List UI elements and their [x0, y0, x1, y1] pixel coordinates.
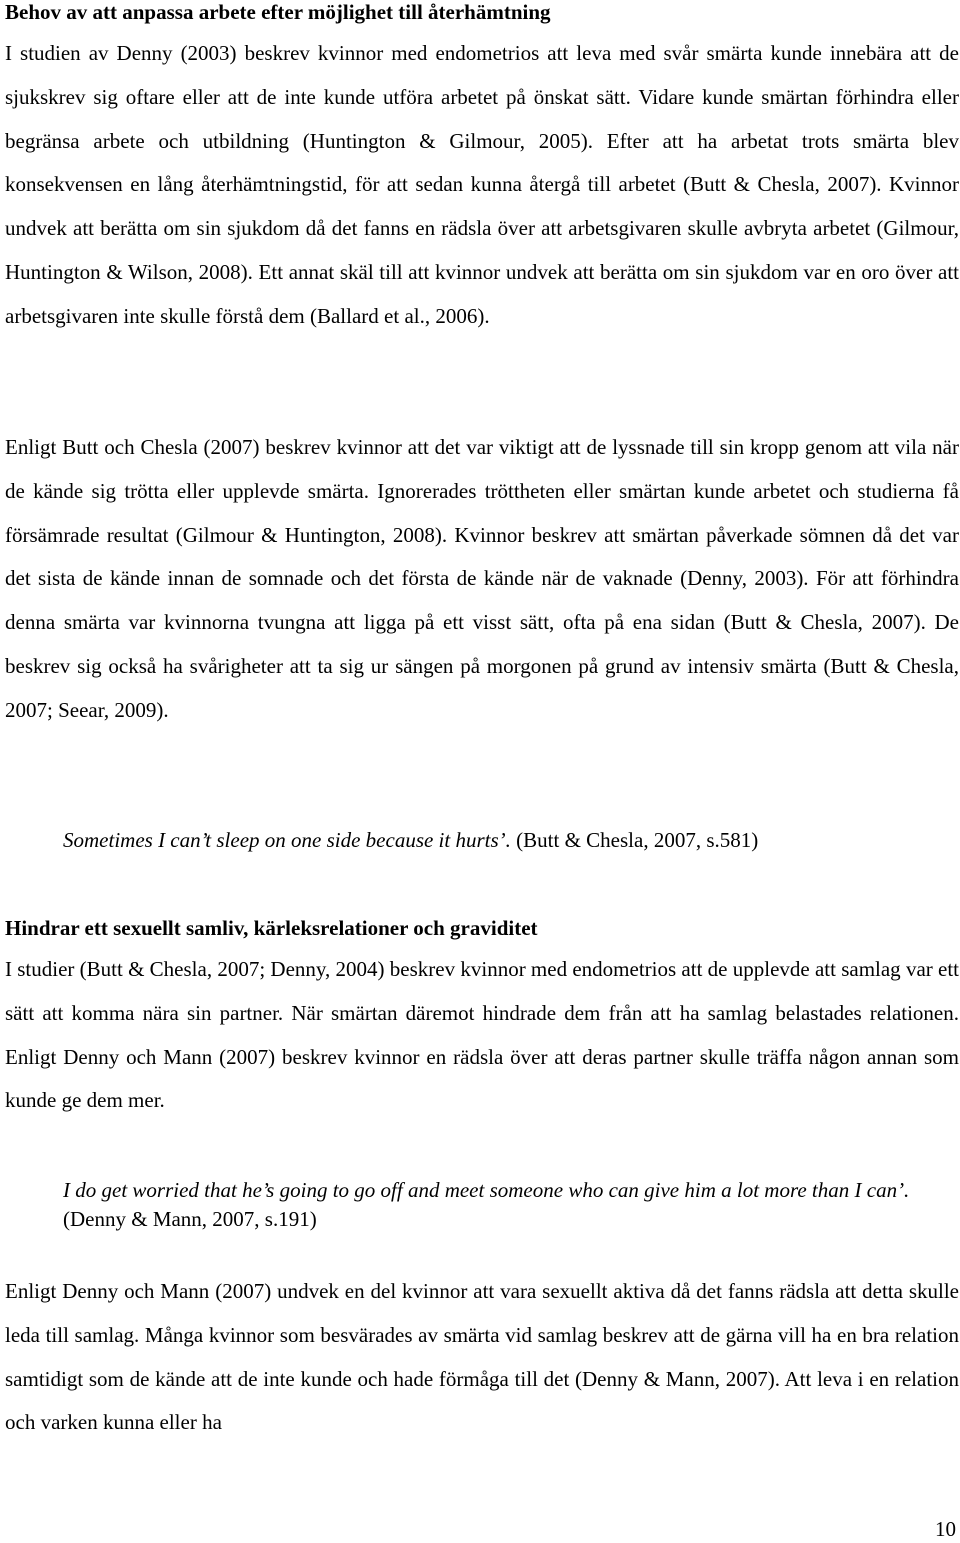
- page-number: 10: [935, 1517, 956, 1541]
- section-heading-relations: Hindrar ett sexuellt samliv, kärleksrelationer och graviditet: [5, 916, 538, 940]
- paragraph-work-recovery: I studien av Denny (2003) beskrev kvinnor med endometrios att leva med svår smärta kunde innebära att de sjukskrev sig oftare eller att de inte kunde utföra arbetet på önskat sätt. Vidare kunde smärtan förhindra eller begränsa arbete och utbildning (Huntington & Gilmour, 2005). Efter att ha arbetat trots smärta blev konsekvensen en lång återhämtningstid, för att sedan kunna återgå till arbetet (Butt & Chesla, 2007). Kvinnor undvek att berätta om sin sjukdom då det fanns en rädsla över att arbetsgivaren skulle avbryta arbetet (Gilmour, Huntington & Wilson, 2008). Ett annat skäl till att kvinnor undvek att berätta om sin sjukdom var en oro över att arbetsgivaren inte skulle förstå dem (Ballard et al., 2006).: [5, 41, 959, 328]
- paragraph-sexual-activity: Enligt Denny och Mann (2007) undvek en del kvinnor att vara sexuellt aktiva då det fanns rädsla att detta skulle leda till samlag. Många kvinnor som besvärades av smärta vid samlag beskrev att de gärna vill ha en bra relation samtidigt som de kände att de inte kunde och hade förmåga till det (Denny & Mann, 2007). Att leva i en relation och varken kunna eller ha: [5, 1279, 959, 1435]
- quote-text: Sometimes I can’t sleep on one side because it hurts’.: [63, 828, 511, 852]
- quote-text: I do get worried that he’s going to go off and meet someone who can give him a lot more than I can’.: [63, 1178, 910, 1202]
- paragraph-intercourse: I studier (Butt & Chesla, 2007; Denny, 2004) beskrev kvinnor med endometrios att de upplevde att samlag var ett sätt att komma nära sin partner. När smärtan däremot hindrade dem från att ha samlag belastades relationen. Enligt Denny och Mann (2007) beskrev kvinnor en rädsla över att deras partner skulle träffa någon annan som kunde ge dem mer.: [5, 957, 959, 1113]
- block-quote-sleep: [63, 826, 943, 855]
- quote-citation: (Denny & Mann, 2007, s.191): [63, 1207, 317, 1231]
- quote-citation: (Butt & Chesla, 2007, s.581): [516, 828, 759, 852]
- block-quote-partner: [63, 1176, 943, 1234]
- paragraph-body-listening: Enligt Butt och Chesla (2007) beskrev kvinnor att det var viktigt att de lyssnade till sin kropp genom att vila när de kände sig trötta eller upplevde smärta. Ignorerades tröttheten eller smärtan kunde arbetet och studierna få försämrade resultat (Gilmour & Huntington, 2008). Kvinnor beskrev att smärtan påverkade sömnen då det var det sista de kände innan de somnade och det första de kände när de vaknade (Denny, 2003). För att förhindra denna smärta var kvinnorna tvungna att ligga på ett visst sätt, ofta på ena sidan (Butt & Chesla, 2007). De beskrev sig också ha svårigheter att ta sig ur sängen på morgonen på grund av intensiv smärta (Butt & Chesla, 2007; Seear, 2009).: [5, 435, 959, 722]
- section-heading-recovery: Behov av att anpassa arbete efter möjlighet till återhämtning: [5, 0, 551, 24]
